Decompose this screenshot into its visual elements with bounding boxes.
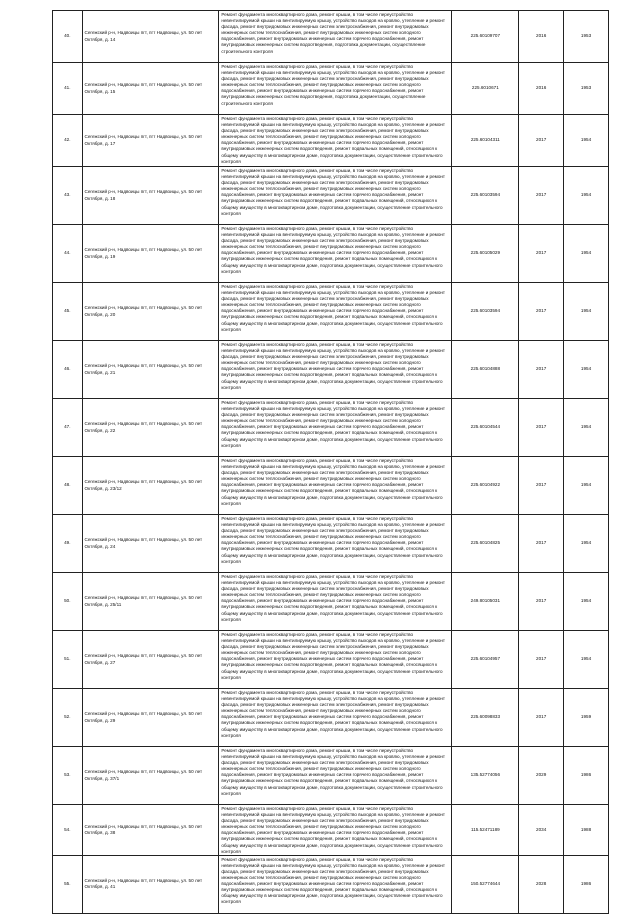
address-cell: Сегежский р-н, Надвоицы пгт, пгт Надвоицы, ул. 50 лет Октября, д. 41 (82, 855, 219, 913)
planned-year-cell: 2017 (519, 457, 564, 515)
build-year-cell: 1954 (564, 631, 609, 689)
cost-cell: 225.60104825 (452, 515, 519, 573)
document-page (52, 10, 609, 914)
cost-cell: 225.60104922 (452, 457, 519, 515)
table-row (53, 631, 609, 689)
cost-cell: 135.52774056 (452, 747, 519, 805)
row-number-cell: 44. (53, 225, 83, 283)
table-row (53, 805, 609, 856)
cost-cell: 225.60104957 (452, 631, 519, 689)
cost-cell: 249.80105031 (452, 573, 519, 631)
planned-year-cell: 2017 (519, 399, 564, 457)
table-row (53, 283, 609, 341)
row-number-cell: 53. (53, 747, 83, 805)
works-description-cell: Ремонт фундамента многоквартирного дома, ремонт крыши, в том числе переустройство невентилируемой крыши на вентилируемую крышу, устройство выходов на кровлю, утепление и ремонт фасада, ремонт внутридомовых инженерных систем электроснабжения, ремонт внутридомовых инженерных систем теплоснабжения, ремонт внутридомовых инженерных систем холодного водоснабжения, ремонт внутридомовых инженерных систем горячего водоснабжения, ремонт внутридомовых инженерных систем водоотведения, ремонт подвальных помещений, относящихся к общему имуществу в многоквартирном доме, подготовка документации, осуществление строительного контроля (219, 515, 452, 573)
works-description-cell: Ремонт фундамента многоквартирного дома, ремонт крыши, в том числе переустройство невентилируемой крыши на вентилируемую крышу, устройство выходов на кровлю, утепление и ремонт фасада, ремонт внутридомовых инженерных систем электроснабжения, ремонт внутридомовых инженерных систем теплоснабжения, ремонт внутридомовых инженерных систем холодного водоснабжения, ремонт внутридомовых инженерных систем горячего водоснабжения, ремонт внутридомовых инженерных систем водоотведения, ремонт подвальных помещений, относящихся к общему имуществу в многоквартирном доме, подготовка документации, осуществление строительного контроля (219, 341, 452, 399)
planned-year-cell: 2017 (519, 341, 564, 399)
works-description-cell: Ремонт фундамента многоквартирного дома, ремонт крыши, в том числе переустройство невентилируемой крыши на вентилируемую крышу, устройство выходов на кровлю, утепление и ремонт фасада, ремонт внутридомовых инженерных систем электроснабжения, ремонт внутридомовых инженерных систем теплоснабжения, ремонт внутридомовых инженерных систем холодного водоснабжения, ремонт внутридомовых инженерных систем горячего водоснабжения, ремонт внутридомовых инженерных систем водоотведения, подготовка документации, осуществление строительного контроля (219, 63, 452, 115)
row-number-cell: 55. (53, 855, 83, 913)
build-year-cell: 1953 (564, 63, 609, 115)
row-number-cell: 54. (53, 805, 83, 856)
cost-cell: 115.52471189 (452, 805, 519, 856)
works-description-cell: Ремонт фундамента многоквартирного дома, ремонт крыши, в том числе переустройство невентилируемой крыши на вентилируемую крышу, устройство выходов на кровлю, утепление и ремонт фасада, ремонт внутридомовых инженерных систем электроснабжения, ремонт внутридомовых инженерных систем теплоснабжения, ремонт внутридомовых инженерных систем холодного водоснабжения, ремонт внутридомовых инженерных систем горячего водоснабжения, ремонт внутридомовых инженерных систем водоотведения, ремонт подвальных помещений, относящихся к общему имуществу в многоквартирном доме, подготовка документации, осуществление строительного контроля (219, 631, 452, 689)
table-row (53, 399, 609, 457)
works-description-cell: Ремонт фундамента многоквартирного дома, ремонт крыши, в том числе переустройство невентилируемой крыши на вентилируемую крышу, устройство выходов на кровлю, утепление и ремонт фасада, ремонт внутридомовых инженерных систем электроснабжения, ремонт внутридомовых инженерных систем теплоснабжения, ремонт внутридомовых инженерных систем холодного водоснабжения, ремонт внутридомовых инженерных систем горячего водоснабжения, ремонт внутридомовых инженерных систем водоотведения, ремонт подвальных помещений, относящихся к общему имуществу в многоквартирном доме, подготовка документации, осуществление строительного контроля (219, 747, 452, 805)
table-row (53, 457, 609, 515)
row-number-cell: 46. (53, 341, 83, 399)
row-number-cell: 50. (53, 573, 83, 631)
works-description-cell: Ремонт фундамента многоквартирного дома, ремонт крыши, в том числе переустройство невентилируемой крыши на вентилируемую крышу, устройство выходов на кровлю, утепление и ремонт фасада, ремонт внутридомовых инженерных систем электроснабжения, ремонт внутридомовых инженерных систем теплоснабжения, ремонт внутридомовых инженерных систем холодного водоснабжения, ремонт внутридомовых инженерных систем горячего водоснабжения, ремонт внутридомовых инженерных систем водоотведения, ремонт подвальных помещений, относящихся к общему имуществу в многоквартирном доме, подготовка документации, осуществление строительного контроля (219, 283, 452, 341)
table-row (53, 11, 609, 63)
address-cell: Сегежский р-н, Надвоицы пгт, пгт Надвоицы, ул. 50 лет Октября, д. 22 (82, 399, 219, 457)
cost-cell: 225.60104888 (452, 341, 519, 399)
planned-year-cell: 2017 (519, 689, 564, 747)
housing-repair-table (52, 10, 609, 914)
build-year-cell: 1954 (564, 457, 609, 515)
row-number-cell: 42. (53, 115, 83, 167)
table-row (53, 515, 609, 573)
works-description-cell: Ремонт фундамента многоквартирного дома, ремонт крыши, в том числе переустройство невентилируемой крыши на вентилируемую крышу, устройство выходов на кровлю, утепление и ремонт фасада, ремонт внутридомовых инженерных систем электроснабжения, ремонт внутридомовых инженерных систем теплоснабжения, ремонт внутридомовых инженерных систем холодного водоснабжения, ремонт внутридомовых инженерных систем горячего водоснабжения, ремонт внутридомовых инженерных систем водоотведения, ремонт подвальных помещений, относящихся к общему имуществу в многоквартирном доме, подготовка документации, осуществление строительного контроля (219, 399, 452, 457)
build-year-cell: 1954 (564, 167, 609, 225)
address-cell: Сегежский р-н, Надвоицы пгт, пгт Надвоицы, ул. 50 лет Октября, д. 15 (82, 63, 219, 115)
planned-year-cell: 2017 (519, 283, 564, 341)
row-number-cell: 52. (53, 689, 83, 747)
table-row (53, 747, 609, 805)
table-row (53, 115, 609, 167)
planned-year-cell: 2017 (519, 631, 564, 689)
build-year-cell: 1954 (564, 573, 609, 631)
cost-cell: 225.60103594 (452, 283, 519, 341)
planned-year-cell: 2017 (519, 167, 564, 225)
cost-cell: 225.60105029 (452, 225, 519, 283)
build-year-cell: 1959 (564, 689, 609, 747)
row-number-cell: 43. (53, 167, 83, 225)
cost-cell: 225.6010671 (452, 63, 519, 115)
address-cell: Сегежский р-н, Надвоицы пгт, пгт Надвоицы, ул. 50 лет Октября, д. 25/11 (82, 573, 219, 631)
build-year-cell: 1986 (564, 855, 609, 913)
planned-year-cell: 2034 (519, 805, 564, 856)
works-description-cell: Ремонт фундамента многоквартирного дома, ремонт крыши, в том числе переустройство невентилируемой крыши на вентилируемую крышу, устройство выходов на кровлю, утепление и ремонт фасада, ремонт внутридомовых инженерных систем электроснабжения, ремонт внутридомовых инженерных систем теплоснабжения, ремонт внутридомовых инженерных систем холодного водоснабжения, ремонт внутридомовых инженерных систем горячего водоснабжения, ремонт внутридомовых инженерных систем водоотведения, ремонт подвальных помещений, относящихся к общему имуществу в многоквартирном доме, подготовка документации, осуществление строительного контроля (219, 689, 452, 747)
table-row (53, 225, 609, 283)
address-cell: Сегежский р-н, Надвоицы пгт, пгт Надвоицы, ул. 50 лет Октября, д. 27 (82, 631, 219, 689)
build-year-cell: 1986 (564, 747, 609, 805)
build-year-cell: 1953 (564, 11, 609, 63)
row-number-cell: 48. (53, 457, 83, 515)
row-number-cell: 47. (53, 399, 83, 457)
table-row (53, 63, 609, 115)
address-cell: Сегежский р-н, Надвоицы пгт, пгт Надвоицы, ул. 50 лет Октября, д. 24 (82, 515, 219, 573)
works-description-cell: Ремонт фундамента многоквартирного дома, ремонт крыши, в том числе переустройство невентилируемой крыши на вентилируемую крышу, устройство выходов на кровлю, утепление и ремонт фасада, ремонт внутридомовых инженерных систем электроснабжения, ремонт внутридомовых инженерных систем теплоснабжения, ремонт внутридомовых инженерных систем холодного водоснабжения, ремонт внутридомовых инженерных систем горячего водоснабжения, ремонт внутридомовых инженерных систем водоотведения, ремонт подвальных помещений, относящихся к общему имуществу в многоквартирном доме, подготовка документации, осуществление строительного контроля (219, 805, 452, 856)
cost-cell: 225.60104311 (452, 115, 519, 167)
address-cell: Сегежский р-н, Надвоицы пгт, пгт Надвоицы, ул. 50 лет Октября, д. 29 (82, 689, 219, 747)
planned-year-cell: 2017 (519, 515, 564, 573)
planned-year-cell: 2017 (519, 225, 564, 283)
cost-cell: 225.60104544 (452, 399, 519, 457)
table-body (53, 11, 609, 914)
works-description-cell: Ремонт фундамента многоквартирного дома, ремонт крыши, в том числе переустройство невентилируемой крыши на вентилируемую крышу, устройство выходов на кровлю, утепление и ремонт фасада, ремонт внутридомовых инженерных систем электроснабжения, ремонт внутридомовых инженерных систем теплоснабжения, ремонт внутридомовых инженерных систем холодного водоснабжения, ремонт внутридомовых инженерных систем горячего водоснабжения, ремонт внутридомовых инженерных систем водоотведения, ремонт подвальных помещений, относящихся к общему имуществу в многоквартирном доме, подготовка документации, осуществление строительного контроля (219, 457, 452, 515)
address-cell: Сегежский р-н, Надвоицы пгт, пгт Надвоицы, ул. 50 лет Октября, д. 17 (82, 115, 219, 167)
planned-year-cell: 2016 (519, 11, 564, 63)
build-year-cell: 1954 (564, 515, 609, 573)
cost-cell: 225.60103594 (452, 167, 519, 225)
build-year-cell: 1954 (564, 115, 609, 167)
row-number-cell: 45. (53, 283, 83, 341)
planned-year-cell: 2028 (519, 855, 564, 913)
table-row (53, 573, 609, 631)
works-description-cell: Ремонт фундамента многоквартирного дома, ремонт крыши, в том числе переустройство невентилируемой крыши на вентилируемую крышу, устройство выходов на кровлю, утепление и ремонт фасада, ремонт внутридомовых инженерных систем электроснабжения, ремонт внутридомовых инженерных систем теплоснабжения, ремонт внутридомовых инженерных систем холодного водоснабжения, ремонт внутридомовых инженерных систем горячего водоснабжения, ремонт внутридомовых инженерных систем водоотведения, ремонт подвальных помещений, относящихся к общему имуществу в многоквартирном доме, подготовка документации, осуществление строительного контроля (219, 573, 452, 631)
planned-year-cell: 2016 (519, 63, 564, 115)
build-year-cell: 1954 (564, 341, 609, 399)
cost-cell: 225.60109707 (452, 11, 519, 63)
address-cell: Сегежский р-н, Надвоицы пгт, пгт Надвоицы, ул. 50 лет Октября, д. 14 (82, 11, 219, 63)
cost-cell: 225.60098833 (452, 689, 519, 747)
table-row (53, 341, 609, 399)
address-cell: Сегежский р-н, Надвоицы пгт, пгт Надвоицы, ул. 50 лет Октября, д. 18 (82, 167, 219, 225)
build-year-cell: 1954 (564, 283, 609, 341)
works-description-cell: Ремонт фундамента многоквартирного дома, ремонт крыши, в том числе переустройство невентилируемой крыши на вентилируемую крышу, устройство выходов на кровлю, утепление и ремонт фасада, ремонт внутридомовых инженерных систем электроснабжения, ремонт внутридомовых инженерных систем теплоснабжения, ремонт внутридомовых инженерных систем холодного водоснабжения, ремонт внутридомовых инженерных систем горячего водоснабжения, ремонт внутридомовых инженерных систем водоотведения, ремонт подвальных помещений, относящихся к общему имуществу в многоквартирном доме, подготовка документации, осуществление строительного контроля (219, 167, 452, 225)
address-cell: Сегежский р-н, Надвоицы пгт, пгт Надвоицы, ул. 50 лет Октября, д. 19 (82, 225, 219, 283)
address-cell: Сегежский р-н, Надвоицы пгт, пгт Надвоицы, ул. 50 лет Октября, д. 38 (82, 805, 219, 856)
planned-year-cell: 2017 (519, 115, 564, 167)
table-row (53, 689, 609, 747)
works-description-cell: Ремонт фундамента многоквартирного дома, ремонт крыши, в том числе переустройство невентилируемой крыши на вентилируемую крышу, устройство выходов на кровлю, утепление и ремонт фасада, ремонт внутридомовых инженерных систем электроснабжения, ремонт внутридомовых инженерных систем теплоснабжения, ремонт внутридомовых инженерных систем холодного водоснабжения, ремонт внутридомовых инженерных систем горячего водоснабжения, ремонт внутридомовых инженерных систем водоотведения, ремонт подвальных помещений, относящихся к общему имуществу в многоквартирном доме, подготовка документации, осуществление строительного контроля (219, 115, 452, 167)
row-number-cell: 51. (53, 631, 83, 689)
address-cell: Сегежский р-н, Надвоицы пгт, пгт Надвоицы, ул. 50 лет Октября, д. 23/12 (82, 457, 219, 515)
address-cell: Сегежский р-н, Надвоицы пгт, пгт Надвоицы, ул. 50 лет Октября, д. 37/1 (82, 747, 219, 805)
address-cell: Сегежский р-н, Надвоицы пгт, пгт Надвоицы, ул. 50 лет Октября, д. 21 (82, 341, 219, 399)
planned-year-cell: 2029 (519, 747, 564, 805)
cost-cell: 150.52774644 (452, 855, 519, 913)
planned-year-cell: 2017 (519, 573, 564, 631)
row-number-cell: 41. (53, 63, 83, 115)
works-description-cell: Ремонт фундамента многоквартирного дома, ремонт крыши, в том числе переустройство невентилируемой крыши на вентилируемую крышу, устройство выходов на кровлю, утепление и ремонт фасада, ремонт внутридомовых инженерных систем электроснабжения, ремонт внутридомовых инженерных систем теплоснабжения, ремонт внутридомовых инженерных систем холодного водоснабжения, ремонт внутридомовых инженерных систем горячего водоснабжения, ремонт внутридомовых инженерных систем водоотведения, ремонт подвальных помещений, относящихся к общему имуществу в многоквартирном доме, подготовка документации, осуществление строительного контроля (219, 855, 452, 913)
row-number-cell: 40. (53, 11, 83, 63)
build-year-cell: 1954 (564, 225, 609, 283)
table-row (53, 167, 609, 225)
works-description-cell: Ремонт фундамента многоквартирного дома, ремонт крыши, в том числе переустройство невентилируемой крыши на вентилируемую крышу, устройство выходов на кровлю, утепление и ремонт фасада, ремонт внутридомовых инженерных систем электроснабжения, ремонт внутридомовых инженерных систем теплоснабжения, ремонт внутридомовых инженерных систем холодного водоснабжения, ремонт внутридомовых инженерных систем горячего водоснабжения, ремонт внутридомовых инженерных систем водоотведения, подготовка документации, осуществление строительного контроля (219, 11, 452, 63)
address-cell: Сегежский р-н, Надвоицы пгт, пгт Надвоицы, ул. 50 лет Октября, д. 20 (82, 283, 219, 341)
works-description-cell: Ремонт фундамента многоквартирного дома, ремонт крыши, в том числе переустройство невентилируемой крыши на вентилируемую крышу, устройство выходов на кровлю, утепление и ремонт фасада, ремонт внутридомовых инженерных систем электроснабжения, ремонт внутридомовых инженерных систем теплоснабжения, ремонт внутридомовых инженерных систем холодного водоснабжения, ремонт внутридомовых инженерных систем горячего водоснабжения, ремонт внутридомовых инженерных систем водоотведения, ремонт подвальных помещений, относящихся к общему имуществу в многоквартирном доме, подготовка документации, осуществление строительного контроля (219, 225, 452, 283)
build-year-cell: 1954 (564, 399, 609, 457)
build-year-cell: 1988 (564, 805, 609, 856)
row-number-cell: 49. (53, 515, 83, 573)
